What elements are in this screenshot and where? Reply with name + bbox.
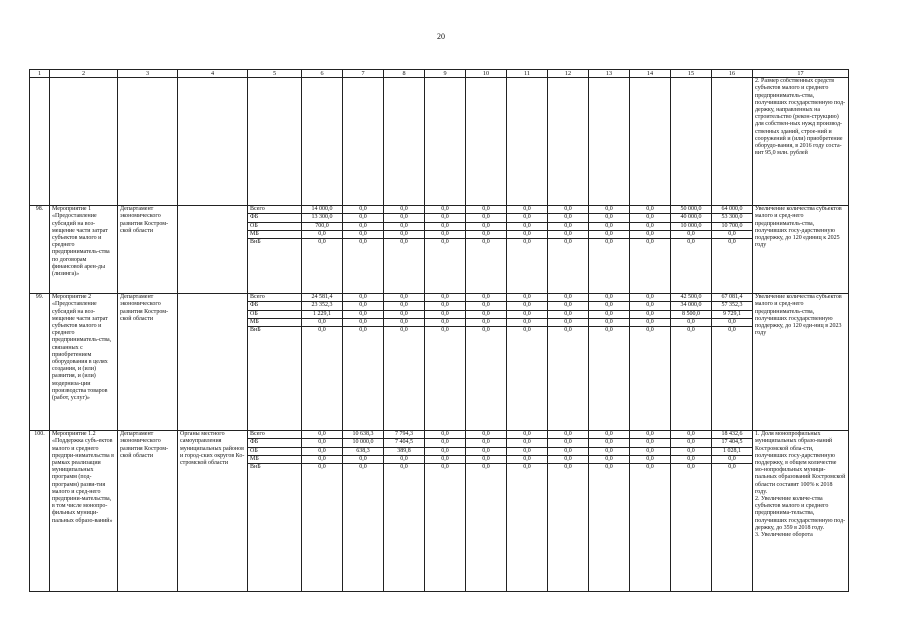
row-number: 99. <box>30 294 50 431</box>
value: 14 000,0 <box>302 206 342 214</box>
value: 0,0 <box>589 231 629 239</box>
value-cell <box>548 206 589 294</box>
value: 0,0 <box>630 319 670 327</box>
value: 0,0 <box>384 206 424 214</box>
value: 0,0 <box>687 238 695 245</box>
value-cell <box>343 431 384 592</box>
indicator-text: Увеличение количества субъектов малого и сред-него предприниматель-ства, получивших государственную поддержку, до 120 еди-ниц в 2023 году <box>753 294 849 431</box>
value: 13 300,0 <box>302 214 342 222</box>
executor: Департамент экономического развития Костром-ской области <box>118 294 178 431</box>
value: 0,0 <box>466 223 506 231</box>
continuation-row <box>30 78 849 206</box>
value: 0,0 <box>359 463 367 470</box>
value: 0,0 <box>466 214 506 222</box>
value: 0,0 <box>318 238 326 245</box>
value: 0,0 <box>482 463 490 470</box>
value: 0,0 <box>466 302 506 310</box>
value: 0,0 <box>507 214 547 222</box>
value: 0,0 <box>343 294 383 302</box>
value: 0,0 <box>605 463 613 470</box>
row-number: 98. <box>30 206 50 294</box>
table-row <box>30 431 849 592</box>
value-cell <box>425 206 466 294</box>
value: 0,0 <box>630 214 670 222</box>
value: 0,0 <box>589 206 629 214</box>
value: 0,0 <box>507 456 547 464</box>
value: 23 352,3 <box>302 302 342 310</box>
value: 0,0 <box>728 326 736 333</box>
value: 9 729,1 <box>712 311 752 319</box>
value: 64 000,0 <box>712 206 752 214</box>
value: 0,0 <box>466 231 506 239</box>
column-header: 3 <box>118 70 178 78</box>
value: 0,0 <box>548 311 588 319</box>
column-header: 11 <box>507 70 548 78</box>
value-cell <box>302 294 343 431</box>
row-number: 100. <box>30 431 50 592</box>
value: 0,0 <box>728 238 736 245</box>
value: 0,0 <box>425 302 465 310</box>
value: 0,0 <box>507 294 547 302</box>
table-row <box>30 294 849 431</box>
column-header: 15 <box>671 70 712 78</box>
value: 0,0 <box>466 294 506 302</box>
value: 53 300,0 <box>712 214 752 222</box>
value: 389,8 <box>384 448 424 456</box>
value-cell <box>671 431 712 592</box>
value: 0,0 <box>671 431 711 439</box>
value: 0,0 <box>466 311 506 319</box>
participants <box>178 294 248 431</box>
value: 0,0 <box>589 214 629 222</box>
funding-source-label: ОБ <box>248 448 301 456</box>
value: 0,0 <box>302 448 342 456</box>
funding-source-label: ФБ <box>248 439 301 447</box>
column-header: 7 <box>343 70 384 78</box>
value: 0,0 <box>712 456 752 464</box>
value: 0,0 <box>343 311 383 319</box>
indicator-text: 1. Доля монопрофильных муниципальных образо-ваний Костромской обла-сти, получивших госу-дарственную поддержку, в общем количестве мо-нопрофильных муници-пальных образований Костромской области составит 100% к 2018 году. 2. Увеличение количе-ства субъектов малого и среднего предпринима-тельства, получивших государственную под-держку, до 359 в 2018 году. 3. Увеличение оборота <box>753 431 849 592</box>
value: 0,0 <box>425 206 465 214</box>
value: 0,0 <box>507 439 547 447</box>
value: 0,0 <box>687 326 695 333</box>
value-cell <box>466 294 507 431</box>
value: 0,0 <box>589 456 629 464</box>
column-header: 6 <box>302 70 343 78</box>
program-table <box>29 69 849 592</box>
value: 0,0 <box>400 238 408 245</box>
value: 0,0 <box>605 326 613 333</box>
value: 0,0 <box>425 294 465 302</box>
value: 1 028,1 <box>712 448 752 456</box>
value: 0,0 <box>482 238 490 245</box>
value: 0,0 <box>687 463 695 470</box>
event-name: Мероприятие 1.2 «Поддержка субъ-ектов малого и среднего предпри-нимательства в рамках реализации муниципальных программ (под-программ) разви-тия малого и сред-него предприни-мательства, в том числе монопро-фильных муници-пальных образо-ваний» <box>50 431 118 592</box>
value: 0,0 <box>425 319 465 327</box>
value: 0,0 <box>384 214 424 222</box>
executor: Департамент экономического развития Костром-ской области <box>118 206 178 294</box>
value: 0,0 <box>630 231 670 239</box>
value-cell <box>425 431 466 592</box>
value: 0,0 <box>302 319 342 327</box>
participants: Органы местного самоуправления муниципальных районов и город-ских округов Ко-стромской области <box>178 431 248 592</box>
value: 8 500,0 <box>671 311 711 319</box>
value: 0,0 <box>425 214 465 222</box>
value: 0,0 <box>605 238 613 245</box>
column-header: 16 <box>712 70 753 78</box>
value: 17 404,5 <box>712 439 752 447</box>
value: 0,0 <box>589 294 629 302</box>
value: 40 000,0 <box>671 214 711 222</box>
value: 24 581,4 <box>302 294 342 302</box>
value: 0,0 <box>548 448 588 456</box>
value: 0,0 <box>318 326 326 333</box>
column-header: 2 <box>50 70 118 78</box>
column-header: 13 <box>589 70 630 78</box>
value-cell <box>548 431 589 592</box>
value-cell <box>548 294 589 431</box>
value: 0,0 <box>630 431 670 439</box>
value: 0,0 <box>630 206 670 214</box>
value-cell <box>384 294 425 431</box>
value: 0,0 <box>646 238 654 245</box>
value: 0,0 <box>441 238 449 245</box>
value: 0,0 <box>523 238 531 245</box>
value: 0,0 <box>441 326 449 333</box>
value: 0,0 <box>671 448 711 456</box>
value: 0,0 <box>589 302 629 310</box>
value: 0,0 <box>671 231 711 239</box>
value-cell <box>466 206 507 294</box>
value: 0,0 <box>359 238 367 245</box>
value: 10 700,0 <box>712 223 752 231</box>
funding-source-label: Всего <box>248 206 301 214</box>
value: 0,0 <box>425 456 465 464</box>
funding-source-label: Всего <box>248 431 301 439</box>
value-cell <box>302 431 343 592</box>
value: 0,0 <box>384 294 424 302</box>
value: 0,0 <box>564 463 572 470</box>
value-cell <box>507 206 548 294</box>
value-cell <box>589 294 630 431</box>
value: 0,0 <box>630 456 670 464</box>
value-cell <box>425 294 466 431</box>
value-cell <box>671 294 712 431</box>
column-header: 14 <box>630 70 671 78</box>
value: 0,0 <box>400 463 408 470</box>
column-header: 12 <box>548 70 589 78</box>
funding-source-label: ВнБ <box>250 238 261 245</box>
value-cell <box>712 206 753 294</box>
value: 0,0 <box>466 456 506 464</box>
value: 0,0 <box>523 326 531 333</box>
value: 0,0 <box>507 223 547 231</box>
value: 7 404,5 <box>384 439 424 447</box>
value: 0,0 <box>343 319 383 327</box>
value: 10 638,3 <box>343 431 383 439</box>
executor: Департамент экономического развития Костром-ской области <box>118 431 178 592</box>
value: 0,0 <box>548 456 588 464</box>
value-cell <box>589 431 630 592</box>
value: 0,0 <box>646 326 654 333</box>
value: 0,0 <box>466 439 506 447</box>
value: 0,0 <box>564 326 572 333</box>
value-cell <box>589 206 630 294</box>
value-cell <box>712 294 753 431</box>
value: 0,0 <box>548 439 588 447</box>
value-cell <box>507 294 548 431</box>
value: 0,0 <box>507 431 547 439</box>
value: 0,0 <box>318 463 326 470</box>
value: 0,0 <box>425 448 465 456</box>
value: 0,0 <box>507 302 547 310</box>
column-header: 4 <box>178 70 248 78</box>
value: 42 500,0 <box>671 294 711 302</box>
value: 0,0 <box>548 223 588 231</box>
value: 0,0 <box>343 456 383 464</box>
event-name: Мероприятие 1 «Предоставление субсидий на воз-мещение части затрат субъектов малого и среднего предприниматель-ства по договорам финансовой арен-ды (лизинга)» <box>50 206 118 294</box>
value: 0,0 <box>482 326 490 333</box>
value: 0,0 <box>589 311 629 319</box>
value: 57 352,3 <box>712 302 752 310</box>
value: 34 000,0 <box>671 302 711 310</box>
value: 0,0 <box>302 456 342 464</box>
value-cell <box>671 206 712 294</box>
column-header: 1 <box>30 70 50 78</box>
column-header: 5 <box>248 70 302 78</box>
funding-sources <box>248 294 302 431</box>
value: 0,0 <box>425 439 465 447</box>
indicator-text: Увеличение количества субъектов малого и сред-него предприниматель-ства, получивших госу-дарственную поддержку, до 120 единиц к 2025 году <box>753 206 849 294</box>
column-header: 9 <box>425 70 466 78</box>
value: 0,0 <box>728 463 736 470</box>
value: 0,0 <box>507 206 547 214</box>
value: 0,0 <box>384 311 424 319</box>
value: 1 229,1 <box>302 311 342 319</box>
value: 0,0 <box>343 206 383 214</box>
page-number: 20 <box>437 32 445 41</box>
value: 0,0 <box>671 456 711 464</box>
value: 0,0 <box>630 311 670 319</box>
value: 0,0 <box>302 231 342 239</box>
value: 0,0 <box>302 439 342 447</box>
value: 0,0 <box>425 431 465 439</box>
value-cell <box>343 294 384 431</box>
value: 700,0 <box>302 223 342 231</box>
value: 0,0 <box>548 214 588 222</box>
value: 0,0 <box>548 294 588 302</box>
value: 0,0 <box>548 302 588 310</box>
value: 0,0 <box>646 463 654 470</box>
value: 0,0 <box>302 431 342 439</box>
value: 7 794,3 <box>384 431 424 439</box>
value: 10 000,0 <box>671 223 711 231</box>
funding-source-label: МБ <box>248 319 301 327</box>
value: 0,0 <box>630 302 670 310</box>
value: 0,0 <box>507 448 547 456</box>
funding-sources <box>248 431 302 592</box>
value: 0,0 <box>548 231 588 239</box>
value: 0,0 <box>630 223 670 231</box>
value: 0,0 <box>548 431 588 439</box>
value: 0,0 <box>425 231 465 239</box>
value: 0,0 <box>589 319 629 327</box>
value: 0,0 <box>630 294 670 302</box>
value: 0,0 <box>523 463 531 470</box>
funding-source-label: ОБ <box>248 311 301 319</box>
indicator-text: 2. Размер собственных средств субъектов малого и среднего предприниматель-ства, получивших государственную под-держку, направленных на строительство (рекон-струкцию) для собствен-ных нужд производ-ственных зданий, строе-ний и сооружений и (или) приобретение оборудо-вания, в 2016 году соста-вит 95,0 млн. рублей <box>753 78 849 206</box>
column-header: 17 <box>753 70 849 78</box>
value-cell <box>712 431 753 592</box>
value: 0,0 <box>343 223 383 231</box>
funding-source-label: ФБ <box>248 302 301 310</box>
value: 0,0 <box>384 231 424 239</box>
value: 0,0 <box>466 206 506 214</box>
value: 0,0 <box>384 319 424 327</box>
value: 0,0 <box>400 326 408 333</box>
value: 0,0 <box>671 319 711 327</box>
program-table-container <box>29 69 849 592</box>
value-cell <box>302 206 343 294</box>
value: 0,0 <box>507 231 547 239</box>
value: 0,0 <box>384 456 424 464</box>
value: 0,0 <box>548 319 588 327</box>
value: 0,0 <box>466 319 506 327</box>
funding-source-label: МБ <box>248 231 301 239</box>
value: 0,0 <box>548 206 588 214</box>
value: 0,0 <box>507 311 547 319</box>
funding-source-label: ФБ <box>248 214 301 222</box>
value: 67 081,4 <box>712 294 752 302</box>
funding-source-label: Всего <box>248 294 301 302</box>
value: 0,0 <box>343 231 383 239</box>
value: 638,3 <box>343 448 383 456</box>
value: 50 000,0 <box>671 206 711 214</box>
value-cell <box>466 431 507 592</box>
value: 0,0 <box>466 431 506 439</box>
value: 0,0 <box>425 311 465 319</box>
table-row <box>30 206 849 294</box>
value-cell <box>384 431 425 592</box>
value: 0,0 <box>671 439 711 447</box>
participants <box>178 206 248 294</box>
value: 0,0 <box>343 302 383 310</box>
value: 0,0 <box>712 319 752 327</box>
value-cell <box>630 431 671 592</box>
value: 0,0 <box>466 448 506 456</box>
value: 0,0 <box>712 231 752 239</box>
value-cell <box>384 206 425 294</box>
funding-source-label: ОБ <box>248 223 301 231</box>
value-cell <box>630 294 671 431</box>
value: 0,0 <box>384 223 424 231</box>
value: 0,0 <box>384 302 424 310</box>
funding-source-label: ВнБ <box>250 463 261 470</box>
funding-source-label: МБ <box>248 456 301 464</box>
value-cell <box>343 206 384 294</box>
value-cell <box>507 431 548 592</box>
value: 0,0 <box>589 223 629 231</box>
value: 10 000,0 <box>343 439 383 447</box>
value: 0,0 <box>589 439 629 447</box>
value: 18 432,6 <box>712 431 752 439</box>
value: 0,0 <box>507 319 547 327</box>
value: 0,0 <box>425 223 465 231</box>
value: 0,0 <box>359 326 367 333</box>
column-header: 8 <box>384 70 425 78</box>
value: 0,0 <box>564 238 572 245</box>
value: 0,0 <box>630 439 670 447</box>
event-name: Мероприятие 2 «Предоставление субсидий на воз-мещение части затрат субъектов малого и среднего предприниматель-ства, связанных с приобретением оборудования в целях создания, и (или) развития, и (или) модерниза-ции производства товаров (работ, услуг)» <box>50 294 118 431</box>
column-header: 10 <box>466 70 507 78</box>
funding-sources <box>248 206 302 294</box>
funding-source-label: ВнБ <box>250 326 261 333</box>
column-number-row <box>30 70 849 78</box>
value: 0,0 <box>343 214 383 222</box>
value: 0,0 <box>589 431 629 439</box>
value: 0,0 <box>441 463 449 470</box>
value: 0,0 <box>630 448 670 456</box>
value: 0,0 <box>589 448 629 456</box>
value-cell <box>630 206 671 294</box>
